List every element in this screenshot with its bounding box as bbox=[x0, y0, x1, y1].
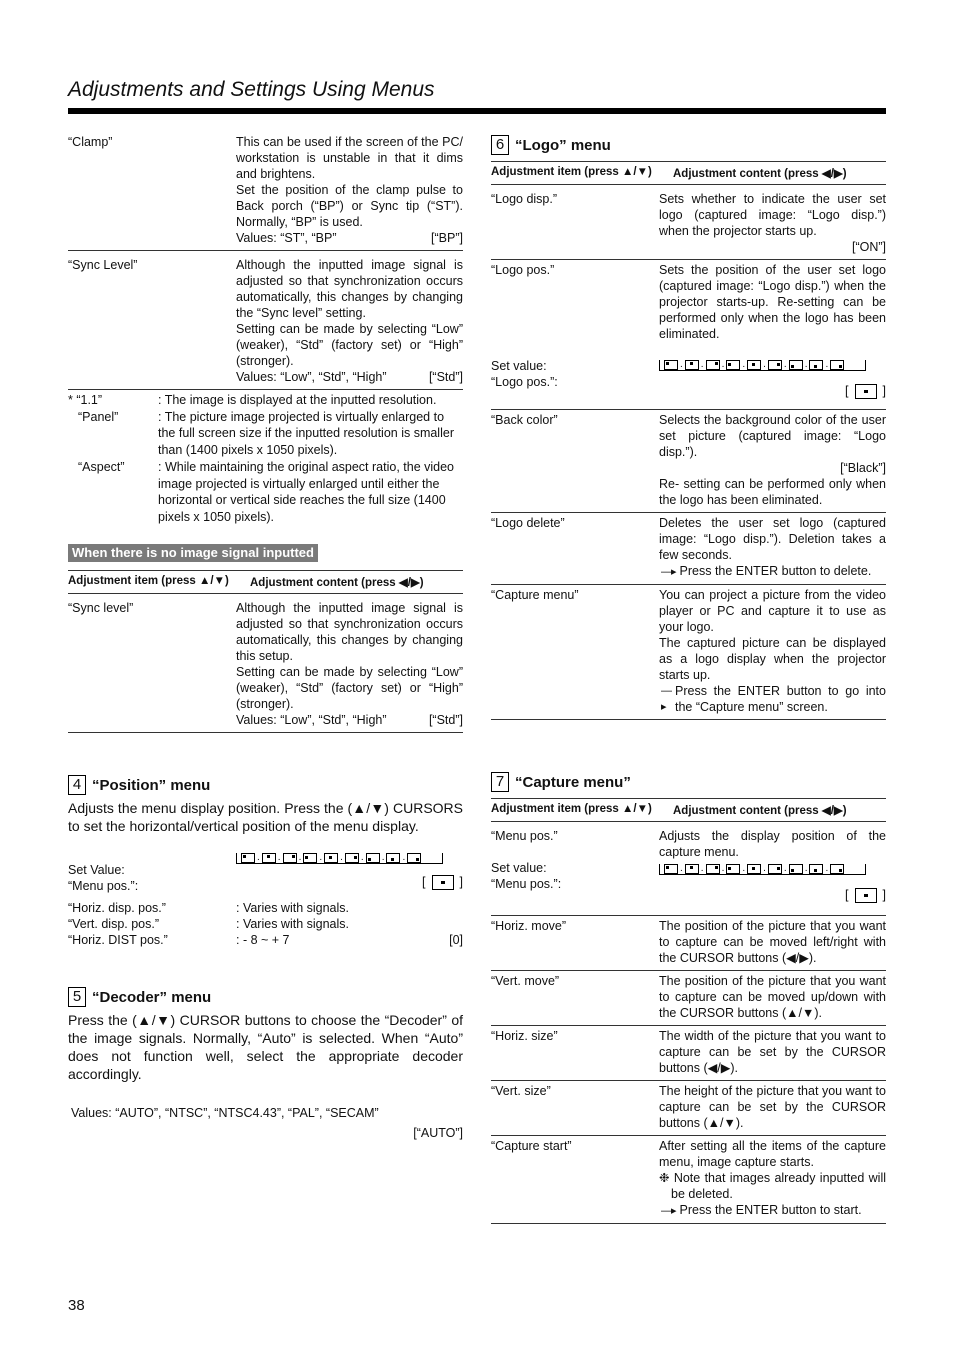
table-row-vert-size bbox=[491, 1081, 886, 1136]
note-label: “Aspect” bbox=[78, 459, 125, 474]
item-text: Sets whether to indicate the user set logo (captured image: “Logo disp.”) when the projector starts up. bbox=[659, 192, 886, 238]
item-text: The position of the picture that you want to capture can be moved left/right with the CURSOR buttons (◀/▶). bbox=[659, 919, 886, 965]
item-text: The height of the picture that you want to capture can be set by the CURSOR buttons (▲/▼). bbox=[659, 1084, 886, 1130]
capture-menu-section bbox=[491, 772, 886, 1224]
position-menu-section bbox=[68, 775, 463, 948]
header-item: Adjustment item (press ▲/▼) bbox=[68, 574, 229, 587]
note-label: “Panel” bbox=[78, 409, 119, 424]
logo-pos-strip: . . . . . . . . bbox=[659, 360, 866, 371]
item-text: Adjusts the display position of the capture menu. bbox=[659, 829, 886, 859]
set-value-label: Set Value: bbox=[68, 863, 125, 877]
left-column bbox=[68, 132, 463, 733]
default-value: [0] bbox=[449, 933, 463, 947]
list-item: “Vert. disp. pos.” bbox=[68, 917, 160, 931]
item-label: “Sync Level” bbox=[68, 258, 138, 272]
title-rule bbox=[68, 108, 886, 114]
table-row-vert-move bbox=[491, 971, 886, 1026]
item-text: Deletes the user set logo (captured image: “Logo disp.”). Deletion takes a few seconds. bbox=[659, 516, 886, 562]
item-label: “Sync level” bbox=[68, 600, 134, 615]
table-row-clamp bbox=[68, 132, 463, 251]
table-row-logo-disp bbox=[491, 185, 886, 260]
default-value: [“Std”] bbox=[428, 370, 463, 384]
table-row-logo-delete bbox=[491, 513, 886, 585]
header-content: Adjustment content (press ◀/▶) bbox=[673, 168, 847, 180]
decoder-menu-section bbox=[68, 987, 463, 1141]
item-label: “Logo disp.” bbox=[491, 192, 558, 206]
values-text: Values: “AUTO”, “NTSC”, “NTSC4.43”, “PAL”, “SECAM” bbox=[71, 1106, 379, 1120]
item-text: This can be used if the screen of the PC/ workstation is unstable in that it dims and brightens. bbox=[236, 135, 463, 181]
default-value: [“Black”] bbox=[840, 461, 886, 475]
values-text: Values: “Low”, “Std”, “High” bbox=[236, 370, 387, 384]
logo-menu-section bbox=[491, 132, 886, 720]
section-title: “Decoder” menu bbox=[92, 988, 212, 1006]
note-text: : The picture image projected is virtually enlarged to the full screen size if the inputted resolution is smaller than (1400 pixels x 1050 pixels). bbox=[158, 409, 454, 458]
item-label: “Logo pos.” bbox=[491, 263, 555, 277]
item-label: “Vert. size” bbox=[491, 1084, 551, 1098]
item-text: After setting all the items of the capture menu, image capture starts. bbox=[659, 1139, 886, 1169]
list-value: : - 8 ~ + 7 bbox=[236, 933, 290, 947]
default-value: [“AUTO”] bbox=[413, 1126, 463, 1140]
table-header bbox=[68, 570, 463, 594]
section-number: 7 bbox=[491, 772, 509, 792]
note-text: ❉ Note that images already inputted will be deleted. bbox=[659, 1171, 886, 1201]
item-text: Re- setting can be performed only when the logo has been eliminated. bbox=[659, 477, 886, 507]
item-text: Press the ENTER button to go into the “Capture menu” screen. bbox=[675, 684, 886, 714]
section-title: “Position” menu bbox=[92, 776, 211, 794]
item-text: The position of the picture that you want to capture can be moved up/down with the CURSOR buttons (▲/▼). bbox=[659, 974, 886, 1020]
section-number: 6 bbox=[491, 135, 509, 155]
item-label: “Vert. move” bbox=[491, 974, 560, 988]
section-heading bbox=[68, 987, 463, 1007]
item-text: Setting can be made by selecting “Low” (weaker), “Std” (factory set) or “High” (stronger). bbox=[236, 322, 463, 368]
set-value-label: Set value: bbox=[491, 359, 547, 373]
default-indicator: [ ] bbox=[845, 384, 886, 398]
values-text: Values: “Low”, “Std”, “High” bbox=[236, 712, 387, 727]
header-content: Adjustment content (press ◀/▶) bbox=[673, 805, 847, 817]
position-strip: . . . . . . . . bbox=[236, 853, 443, 864]
item-label: “Capture menu” bbox=[491, 588, 579, 602]
note-text: : While maintaining the original aspect ratio, the video image projected is virtually enlarged until either the horizontal or vertical side reaches the full size (1400 pixels x 1050 pixels). bbox=[158, 459, 454, 524]
page-title: Adjustments and Settings Using Menus bbox=[68, 78, 435, 101]
table-row-sync-level-nosignal bbox=[68, 594, 463, 733]
notes bbox=[68, 390, 463, 526]
note-label: * “1.1” bbox=[68, 393, 103, 407]
table-row-back-color bbox=[491, 410, 886, 513]
item-label: “Capture start” bbox=[491, 1139, 572, 1153]
set-value-label: Set value: bbox=[491, 861, 547, 875]
default-indicator: [ ] bbox=[422, 875, 463, 889]
section-number: 5 bbox=[68, 987, 86, 1007]
note-text: : The image is displayed at the inputted resolution. bbox=[158, 393, 437, 407]
arrow-icon: —▸ bbox=[661, 685, 671, 713]
section-title: “Logo” menu bbox=[515, 136, 611, 154]
section-title: “Capture menu” bbox=[515, 773, 631, 791]
default-value: [“BP”] bbox=[431, 231, 463, 245]
item-text: Set the position of the clamp pulse to Back porch (“BP”) or Sync tip (“ST”). Normally, “BP” is used. bbox=[236, 183, 463, 229]
section-heading bbox=[68, 775, 463, 795]
header-content: Adjustment content (press ◀/▶) bbox=[250, 576, 424, 589]
item-text: Press the ENTER button to start. bbox=[679, 1203, 862, 1217]
section-desc: Press the (▲/▼) CURSOR buttons to choose the “Decoder” of the image signals. Normally, “Auto” is selected. When “Auto” does not function well, select the appropriate decoder accordingly. bbox=[68, 1012, 463, 1082]
table-row-horiz-size bbox=[491, 1026, 886, 1081]
table-row-logo-pos bbox=[491, 260, 886, 410]
page-number: 38 bbox=[68, 1297, 85, 1314]
item-label: “Horiz. move” bbox=[491, 919, 567, 933]
item-label: “Back color” bbox=[491, 413, 558, 427]
item-label: “Logo delete” bbox=[491, 516, 565, 530]
menu-pos-label: “Menu pos.”: bbox=[491, 877, 562, 891]
item-label: “Horiz. size” bbox=[491, 1029, 558, 1043]
list-value: : Varies with signals. bbox=[236, 901, 350, 915]
arrow-icon: —▸ bbox=[661, 1205, 676, 1217]
table-row-horiz-move bbox=[491, 916, 886, 971]
item-text: Sets the position of the user set logo (captured image: “Logo disp.”) when the projector starts-up. Re-setting can be performed only when the logo has been eliminated. bbox=[659, 263, 886, 341]
table-header bbox=[491, 798, 886, 822]
section-heading bbox=[491, 772, 886, 792]
item-text: Although the inputted image signal is adjusted so that synchronization occurs automatically, this changes by changing this setup. bbox=[236, 600, 463, 663]
logo-pos-label: “Logo pos.”: bbox=[491, 375, 558, 389]
default-value: [“ON”] bbox=[851, 240, 886, 254]
item-text: Although the inputted image signal is adjusted so that synchronization occurs automatically, this changes by changing the “Sync level” setting. bbox=[236, 258, 463, 320]
item-text: The captured picture can be displayed as a logo display when the projector starts up. bbox=[659, 636, 886, 682]
item-label: “Clamp” bbox=[68, 135, 113, 149]
table-row-capture-start bbox=[491, 1136, 886, 1224]
set-value-row bbox=[68, 853, 463, 894]
list-item: “Horiz. DIST pos.” bbox=[68, 933, 168, 947]
table-header bbox=[491, 161, 886, 185]
position-list bbox=[68, 900, 463, 948]
section-desc: Adjusts the menu display position. Press the (▲/▼) CURSORS to set the horizontal/vertical position of the menu display. bbox=[68, 800, 463, 834]
section-heading bbox=[491, 135, 886, 155]
table-row-capture-menu bbox=[491, 585, 886, 720]
item-text: Selects the background color of the user set picture (captured image: “Logo disp.”). bbox=[659, 413, 886, 459]
list-value: : Varies with signals. bbox=[236, 917, 350, 931]
header-item: Adjustment item (press ▲/▼) bbox=[491, 803, 652, 815]
no-signal-banner: When there is no image signal inputted bbox=[68, 544, 318, 562]
default-indicator: [ ] bbox=[845, 888, 886, 902]
default-value: [“Std”] bbox=[428, 712, 463, 727]
arrow-icon: —▸ bbox=[661, 566, 676, 578]
section-number: 4 bbox=[68, 775, 86, 795]
menu-pos-label: “Menu pos.”: bbox=[68, 879, 139, 893]
item-text: You can project a picture from the video player or PC and capture it to use as your logo. bbox=[659, 588, 886, 634]
values-text: Values: “ST”, “BP” bbox=[236, 231, 337, 245]
item-label: “Menu pos.” bbox=[491, 829, 558, 843]
header-item: Adjustment item (press ▲/▼) bbox=[491, 166, 652, 178]
capture-pos-strip: . . . . . . . . bbox=[659, 864, 866, 875]
item-text: The width of the picture that you want to capture can be set by the CURSOR buttons (◀/▶). bbox=[659, 1029, 886, 1075]
item-text: Press the ENTER button to delete. bbox=[679, 564, 872, 578]
list-item: “Horiz. disp. pos.” bbox=[68, 901, 166, 915]
item-text: Setting can be made by selecting “Low” (weaker), “Std” (factory set) or “High” (stronger). bbox=[236, 664, 463, 711]
table-row-menu-pos bbox=[491, 822, 886, 916]
table-row-sync-level bbox=[68, 251, 463, 390]
